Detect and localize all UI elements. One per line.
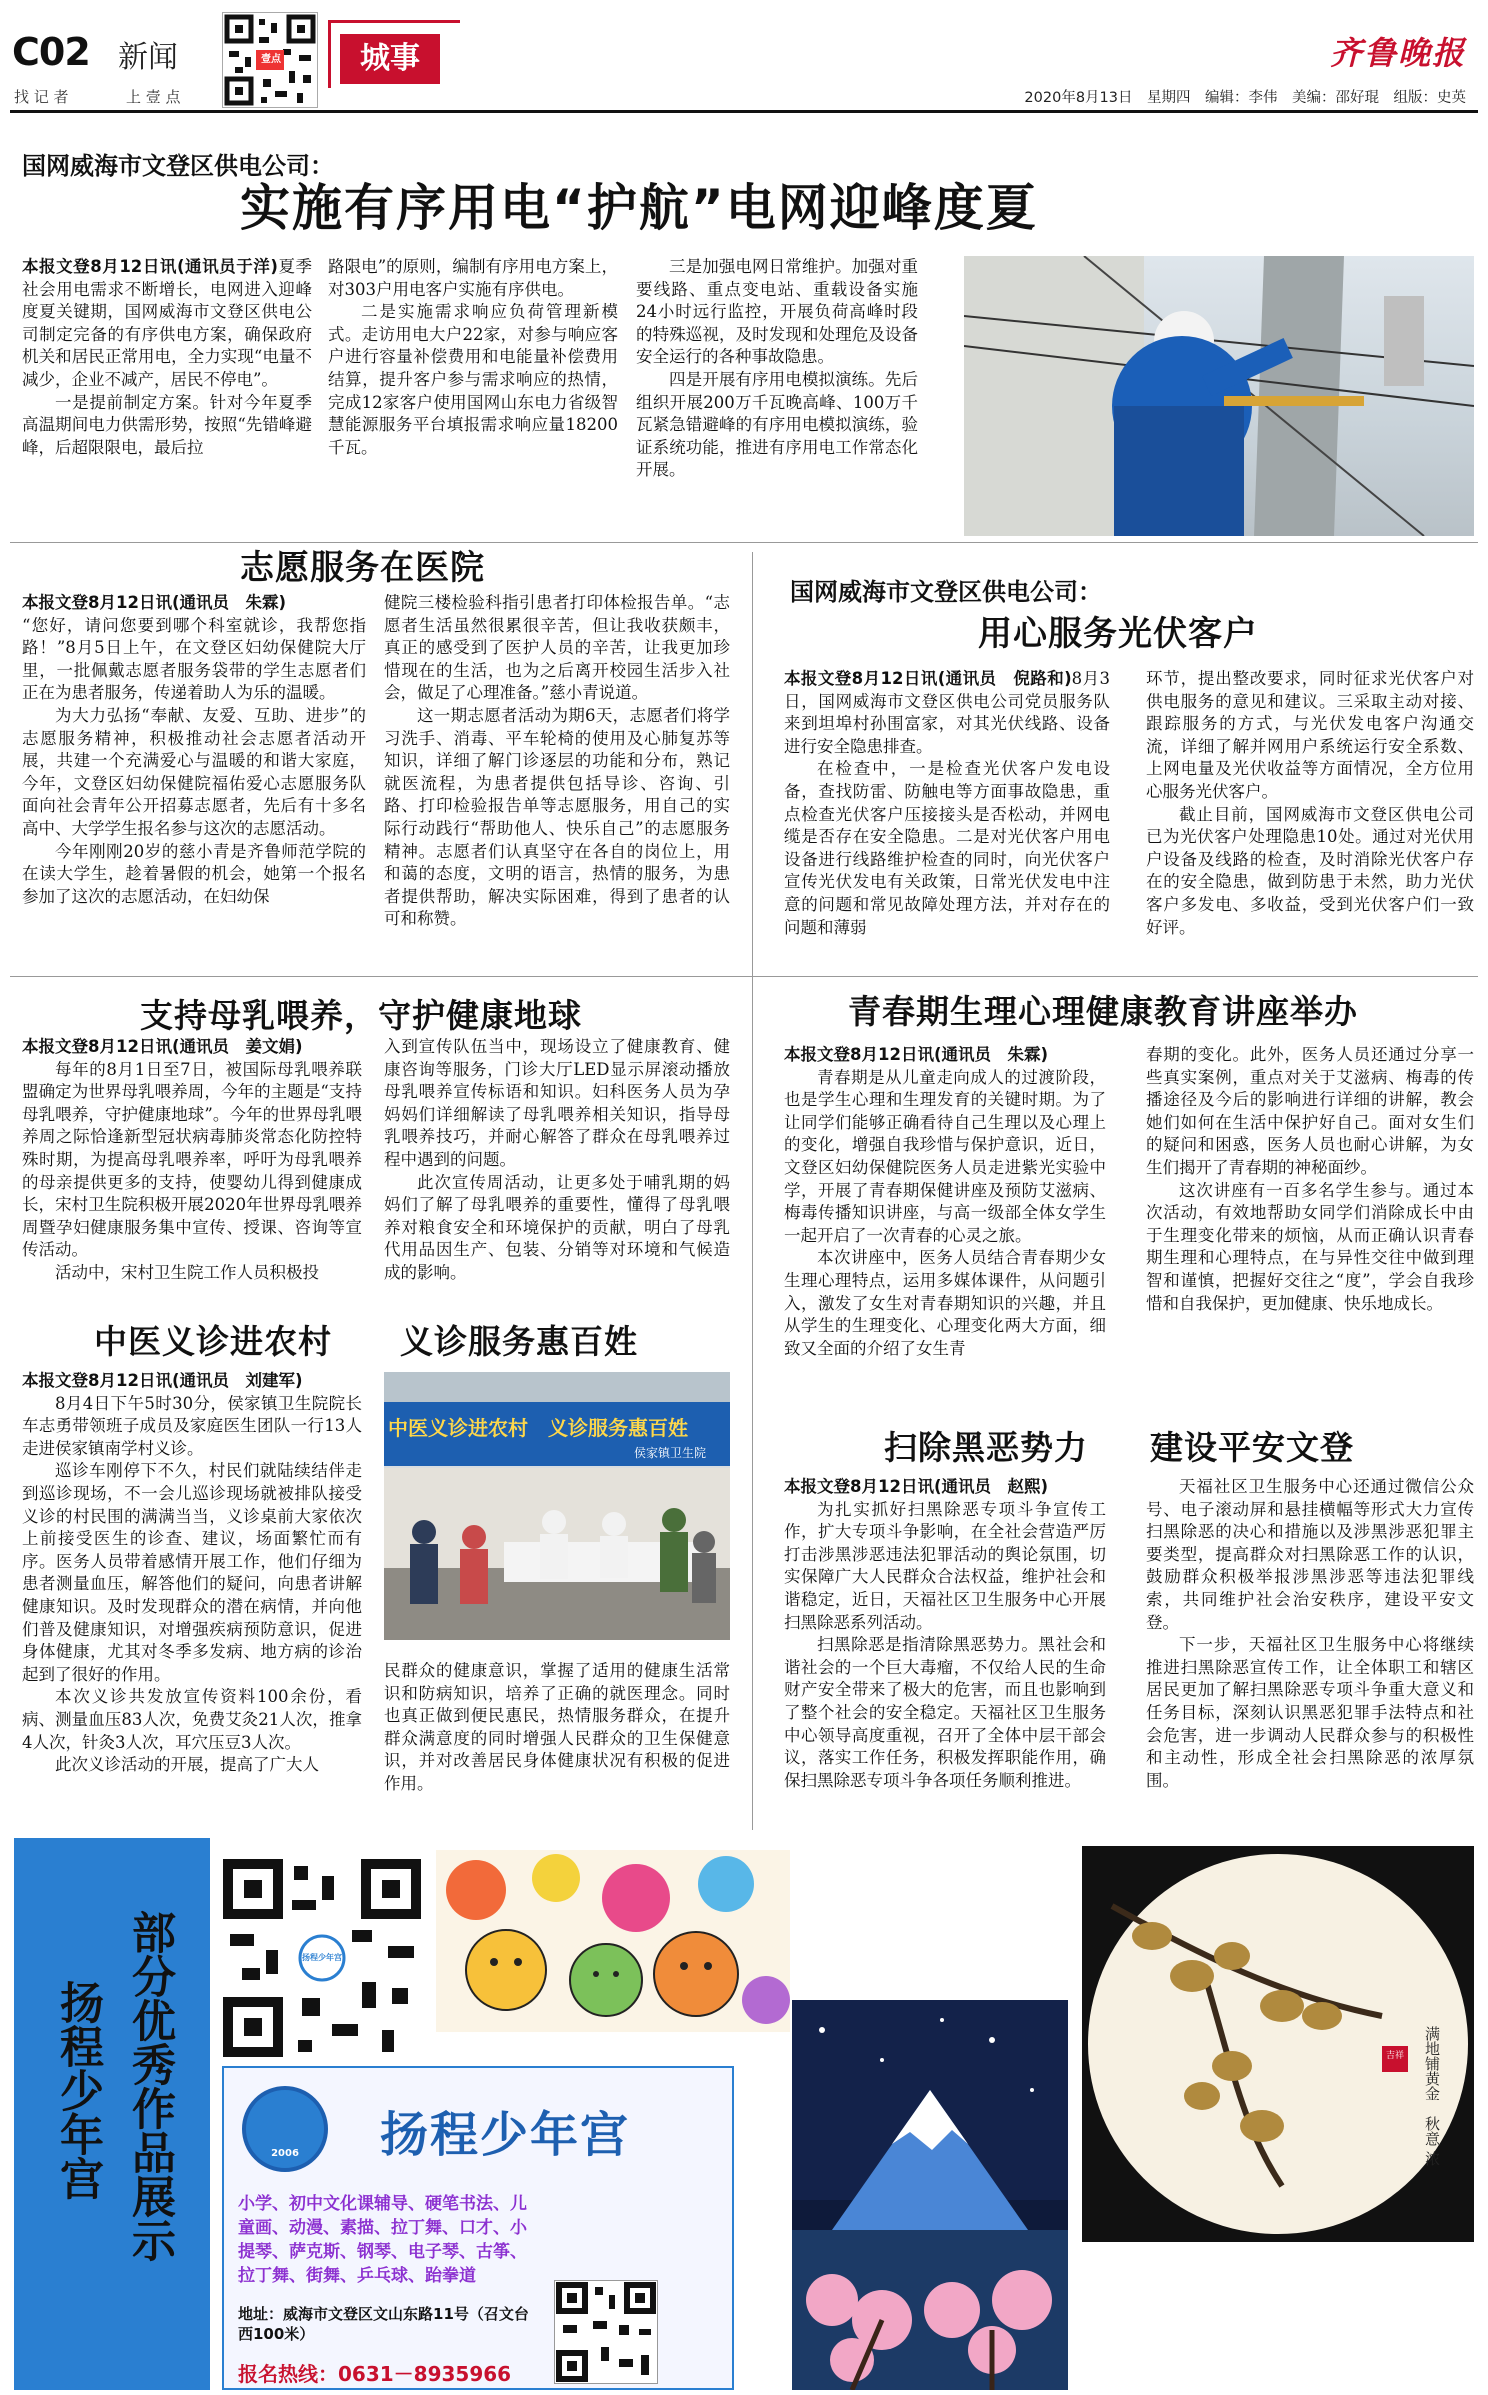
lead-text-2a: 路限电”的原则，编制有序用电方案上，对303户用电客户实施有序供电。 — [328, 257, 618, 299]
ad-logo-year: 2006 — [271, 2148, 299, 2159]
tcm-text-1d: 此次义诊活动的开展，提高了广大人 — [55, 1755, 319, 1775]
issue-meta: 2020年8月13日 星期四 编辑：李伟 美编：邵好琨 组版：史英 — [1024, 90, 1466, 106]
crime-text-2b: 下一步，天福社区卫生服务中心将继续推进扫黑除恶宣传工作，让全体职工和辖区居民更加了解扫黑除恶专项斗争重大意义和任务目标，深刻认识黑恶犯罪手法特点和社会危害，进一步调动人民群众参与的积极性和主动性，形成全社会扫黑除恶的浓厚氛围。 — [1146, 1635, 1474, 1790]
ad-side-title-b: 扬程少年宫 — [52, 1980, 103, 2200]
channel-tab-label: 城事 — [360, 41, 420, 76]
milk-col-1 — [22, 1036, 362, 1292]
ad-qr-label: 扬程少年宫 — [302, 1953, 342, 1962]
ad-artwork-children-drawing — [436, 1850, 790, 2032]
crime-text-1a: 为扎实抓好扫黑除恶专项斗争宣传工作，扩大专项斗争影响，在全社会营造严厉打击涉黑涉恶违法犯罪活动的舆论氛围，切实保障广大人民群众合法权益，维护社会和谐稳定，近日，天福社区卫生服务中心开展扫黑除恶系列活动。 — [784, 1499, 1106, 1632]
volunteer-text-1b: 为大力弘扬“奉献、友爱、互助、进步”的志愿服务精神，积极推动社会志愿者活动开展，共建一个充满爱心与温暖的和谐大家庭，今年，文登区妇幼保健院福佑爱心志愿服务队面向社会青年公开招募志愿者，先后有十多名高中、大学学生报名参与这次的志愿活动。 — [22, 705, 366, 838]
header-qr-code — [222, 12, 318, 108]
lead-photo-lineworker — [964, 256, 1474, 536]
pv-col-1 — [784, 668, 1110, 990]
volunteer-headline: 志愿服务在医院 — [240, 548, 485, 588]
lead-col-1 — [22, 256, 312, 536]
tcm-text-2: 民群众的健康意识，掌握了适用的健康生活常识和防病知识，培养了正确的就医理念。同时也真正做到便民惠民，热情服务群众，在提升群众满意度的同时增强人民群众的卫生保健意识，并对改善居民身体健康状况有积极的促进作用。 — [384, 1661, 730, 1793]
milk-col-2 — [384, 1036, 730, 1292]
header-sub-left: 找 记 者 — [14, 88, 69, 106]
header-rule — [10, 110, 1478, 113]
crime-text-1b: 扫黑除恶是指清除黑恶势力。黑社会和谐社会的一个巨大毒瘤，不仅给人民的生命财产安全带来了极大的危害，而且也影响到了整个社会的安全稳定。天福社区卫生服务中心领导高度重视，召开了全体中层干部会议，落实工作任务，积极发挥职能作用，确保扫黑除恶专项斗争各项任务顺利推进。 — [784, 1635, 1106, 1790]
youth-col-1 — [784, 1044, 1106, 1378]
volunteer-text-2b: 这一期志愿者活动为期6天，志愿者们将学习洗手、消毒、平车轮椅的使用及心肺复苏等知识，详细了解门诊逐层的功能和分布，熟记就医流程，为患者提供包括导诊、咨询、引路、打印检验报告单等志愿服务，用自己的实际行动践行“帮助他人、快乐自己”的志愿服务精神。志愿者们认真坚守在各自的岗位上，用和蔼的态度，文明的语言，热情的服务，为患者提供帮助，解决实际困难，得到了患者的认可和称赞。 — [384, 705, 730, 929]
pv-byline: 本报文登8月12日讯(通讯员 倪路和) — [784, 669, 1072, 688]
ad-artwork-script: 满地铺黄金 秋意 浓 — [1423, 2026, 1441, 2166]
milk-text-1b: 活动中，宋村卫生院工作人员积极投 — [55, 1262, 319, 1282]
tcm-text-1c: 本次义诊共发放宣传资料100余份，看病、测量血压83人次，免费艾灸21人次，推拿4人次，针灸3人次，耳穴压豆3人次。 — [22, 1687, 362, 1752]
ad-side-title-a: 部分优秀作品展示 — [124, 1910, 175, 2262]
tcm-text-1b: 巡诊车刚停下不久，村民们就陆续结伴走到巡诊现场，不一会儿巡诊现场就被排队接受义诊的村民围的满满当当，义诊桌前大家依次上前接受医生的诊查、建议，场面繁忙而有序。医务人员带着感情开展工作，他们仔细为患者测量血压，解答他们的疑问，向患者讲解健康知识。及时发现群众的潜在病情，并向他们普及健康知识，对增强疾病预防意识，促进身体健康，尤其对冬季多发病、地方病的诊治起到了很好的作用。 — [22, 1461, 362, 1684]
header-qr-label: 壹点 — [261, 54, 281, 65]
vertical-divider-1 — [752, 552, 753, 992]
lead-text-1b: 一是提前制定方案。针对今年夏季高温期间电力供需形势，按照“先错峰避峰，后超限限电，最后拉 — [22, 392, 312, 457]
lead-text-3a: 三是加强电网日常维护。加强对重要线路、重点变电站、重载设备实施24小时远行监控，开展负荷高峰时段的特殊巡视，及时发现和处理危及设备安全运行的各种事故隐患。 — [636, 257, 918, 367]
ad-artwork-mountain — [792, 2000, 1068, 2390]
lead-col-3 — [636, 256, 918, 536]
ad-artwork-ink-painting — [1082, 1846, 1474, 2242]
lead-text-2b: 二是实施需求响应负荷管理新模式。走访用电大户22家，对参与响应客户进行容量补偿费用和电能量补偿费用结算，提升客户参与需求响应的热情，完成12家客户使用国网山东电力省级智慧能源服务平台填报需求响应量18200千瓦。 — [328, 302, 618, 457]
crime-col-2 — [1146, 1476, 1474, 1820]
youth-byline: 本报文登8月12日讯(通讯员 朱霖) — [784, 1045, 1049, 1064]
youth-text-2a: 春期的变化。此外，医务人员还通过分享一些真实案例，重点对关于艾滋病、梅毒的传播途径及今后的影响进行详细的讲解，教会她们如何在生活中保护好自己。面对女生们的疑问和困惑，医务人员也耐心讲解，为女生们揭开了青春期的神秘面纱。 — [1146, 1045, 1474, 1177]
tcm-headline-a: 中医义诊进农村 — [94, 1322, 332, 1361]
ad-artwork-seal: 吉祥 — [1385, 2051, 1404, 2061]
ad-panel — [222, 2066, 734, 2390]
tcm-col-2 — [384, 1660, 730, 1820]
volunteer-text-1a: “您好，请问您要到哪个科室就诊，我帮您指路！”8月5日上午，在文登区妇幼保健院大厅里，一批佩戴志愿者服务袋带的学生志愿者们正在为患者服务，传递着助人为乐的温暖。 — [22, 615, 366, 703]
youth-text-1b: 本次讲座中，医务人员结合青春期少女生理心理特点，运用多媒体课件，从问题引入，激发了女生对青春期知识的兴趣，并且从学生的生理变化、心理变化两大方面，细致又全面的介绍了女生青 — [784, 1248, 1106, 1358]
milk-headline: 支持母乳喂养，守护健康地球 — [140, 996, 582, 1035]
tcm-col-1 — [22, 1370, 362, 1822]
crime-headline-b: 建设平安文登 — [1150, 1428, 1354, 1467]
tcm-banner-sub: 侯家镇卫生院 — [634, 1446, 707, 1460]
pv-text-2a: 环节，提出整改要求，同时征求光伏客户对供电服务的意见和建议。三采取主动对接、跟踪服务的方式，与光伏发电客户沟通交流，详细了解并网用户系统运行安全系数、上网电量及光伏收益等方面情况，全方位用心服务光伏客户。 — [1146, 669, 1474, 801]
page-number: C02 — [12, 30, 90, 74]
mid-rule-1 — [10, 976, 1478, 977]
lead-bottom-rule — [10, 542, 1478, 543]
ad-logo — [242, 2086, 328, 2172]
pv-col-2 — [1146, 668, 1474, 990]
tcm-photo-clinic — [384, 1372, 730, 1640]
tcm-headline-b: 义诊服务惠百姓 — [400, 1322, 638, 1361]
ad-panel-qr-code — [554, 2280, 658, 2384]
section-name: 新闻 — [118, 40, 178, 75]
vertical-divider-2 — [752, 990, 753, 1830]
lead-kicker: 国网威海市文登区供电公司： — [22, 152, 334, 180]
lead-headline: 实施有序用电“护航”电网迎峰度夏 — [240, 179, 1038, 237]
milk-byline: 本报文登8月12日讯(通讯员 姜文娟) — [22, 1037, 303, 1056]
pv-text-2b: 截止目前，国网威海市文登区供电公司已为光伏客户处理隐患10处。通过对光伏用户设备及线路的检查，及时消除光伏客户存在的安全隐患，做到防患于未然，助力光伏客户多发电、多收益，受到光伏客户们一致好评。 — [1146, 804, 1474, 937]
lead-text-1: 夏季社会用电需求不断增长，电网进入迎峰度夏关键期，国网威海市文登区供电公司制定完备的有序供电方案，确保政府机关和居民正常用电，全力实现“电量不减少，企业不减产，居民不停电”。 — [22, 257, 312, 389]
header-sub-mid: 上 壹 点 — [126, 88, 181, 106]
pv-text-1b: 在检查中，一是检查光伏客户发电设备，查找防雷、防触电等方面事故隐患，重点检查光伏客户压接接头是否松动，并网电缆是否存在安全隐患。二是对光伏客户用电设备进行线路维护检查的同时，向光伏客户宣传光伏发电有关政策，日常光伏发电中注意的问题和常见故障处理方法，并对存在的问题和薄弱 — [784, 759, 1110, 937]
crime-byline: 本报文登8月12日讯(通讯员 赵熙) — [784, 1477, 1049, 1496]
tcm-text-1: 8月4日下午5时30分，侯家镇卫生院院长车志勇带领班子成员及家庭医生团队一行13人走进侯家镇南学村义诊。 — [22, 1393, 362, 1458]
pv-headline: 用心服务光伏客户 — [978, 614, 1258, 654]
youth-headline: 青春期生理心理健康教育讲座举办 — [848, 992, 1358, 1031]
volunteer-text-1c: 今年刚刚20岁的慈小青是齐鲁师范学院的在读大学生，趁着暑假的机会，她第一个报名参加了这次的志愿活动，在妇幼保 — [22, 841, 366, 906]
pv-text-1a: 8月3日，国网威海市文登区供电公司党员服务队来到坦埠村孙围富家，对其光伏线路、设备进行安全隐患排查。 — [784, 669, 1110, 756]
tcm-banner-text: 中医义诊进农村 义诊服务惠百姓 — [388, 1416, 688, 1440]
channel-tab — [340, 34, 440, 84]
lead-text-3b: 四是开展有序用电模拟演练。先后组织开展200万千瓦晚高峰、100万千瓦紧急错避峰的有序用电模拟演练，验证系统功能，推进有序用电工作常态化开展。 — [636, 369, 918, 480]
lead-col-2 — [328, 256, 618, 536]
ad-courses: 小学、初中文化课辅导、硬笔书法、儿童画、动漫、素描、拉丁舞、口才、小提琴、萨克斯、钢琴、电子琴、古筝、拉丁舞、街舞、乒乓球、跆拳道 — [238, 2194, 527, 2286]
ad-brand-title: 扬程少年宫 — [380, 2107, 631, 2163]
milk-text-1: 每年的8月1日至7日，被国际母乳喂养联盟确定为世界母乳喂养周，今年的主题是“支持母乳喂养，守护健康地球”。今年的世界母乳喂养周之际恰逢新型冠状病毒肺炎常态化防控特殊时期，为提高母乳喂养率，呼吁为母乳喂养的母亲提供更多的支持，使婴幼儿得到健康成长，宋村卫生院积极开展2020年世界母乳喂养周暨孕妇健康服务集中宣传、授课、咨询等宣传活动。 — [22, 1059, 362, 1260]
ad-address: 地址：威海市文登区文山东路11号（召文台西100米） — [238, 2305, 529, 2343]
youth-text-2b: 这次讲座有一百多名学生参与。通过本次活动，有效地帮助女同学们消除成长中由于生理变化带来的烦恼，从而正确认识青春期生理和心理特点，在与异性交往中做到理智和谨慎，把握好交往之“度”，学会自我珍惜和自我保护，更加健康、快乐地成长。 — [1146, 1180, 1474, 1313]
youth-text-1a: 青春期是从儿童走向成人的过渡阶段，也是学生心理和生理发育的关键时期。为了让同学们能够正确看待自己生理以及心理上的变化，增强自我珍惜与保护意识，近日，文登区妇幼保健院医务人员走进紫光实验中学，开展了青春期保健讲座及预防艾滋病、梅毒传播知识讲座，与高一级部全体女学生一起开启了一次青春的心灵之旅。 — [784, 1067, 1106, 1245]
tcm-byline: 本报文登8月12日讯(通讯员 刘建军) — [22, 1371, 303, 1390]
youth-col-2 — [1146, 1044, 1474, 1378]
pv-kicker: 国网威海市文登区供电公司： — [790, 578, 1102, 606]
ad-qr-code — [222, 1858, 422, 2058]
milk-text-2a: 入到宣传队伍当中，现场设立了健康教育、健康咨询等服务，门诊大厅LED显示屏滚动播放母乳喂养宣传标语和知识。妇科医务人员为孕妈妈们详细解读了母乳喂养相关知识，指导母乳喂养技巧，并耐心解答了群众在母乳喂养过程中遇到的问题。 — [384, 1037, 730, 1169]
volunteer-col-2 — [384, 592, 730, 990]
masthead-logo: 齐鲁晚报 — [1329, 34, 1466, 72]
milk-text-2b: 此次宣传周活动，让更多处于哺乳期的妈妈们了解了母乳喂养的重要性，懂得了母乳喂养对粮食安全和环境保护的贡献，明白了母乳代用品因生产、包装、分销等对环境和气候造成的影响。 — [384, 1172, 730, 1282]
crime-col-1 — [784, 1476, 1106, 1820]
volunteer-byline: 本报文登8月12日讯(通讯员 朱霖) — [22, 593, 287, 612]
volunteer-col-1 — [22, 592, 366, 990]
ad-phone: 报名热线：0631－8935966 — [238, 2362, 512, 2386]
lead-byline: 本报文登8月12日讯(通讯员于洋) — [22, 257, 278, 276]
volunteer-text-2a: 健院三楼检验科指引患者打印体检报告单。“志愿者生活虽然很累很辛苦，但让我收获颇丰，真正的感受到了医护人员的辛苦，让我更加珍惜现在的生活，也为之后离开校园生活步入社会，做足了心理准备。”慈小青说道。 — [384, 593, 730, 703]
crime-headline-a: 扫除黑恶势力 — [884, 1428, 1088, 1467]
crime-text-2a: 天福社区卫生服务中心还通过微信公众号、电子滚动屏和悬挂横幅等形式大力宣传扫黑除恶的决心和措施以及涉黑涉恶犯罪主要类型，提高群众对扫黑除恶工作的认识，鼓励群众积极举报涉黑涉恶等违法犯罪线索，共同维护社会治安秩序，建设平安文登。 — [1146, 1477, 1474, 1632]
